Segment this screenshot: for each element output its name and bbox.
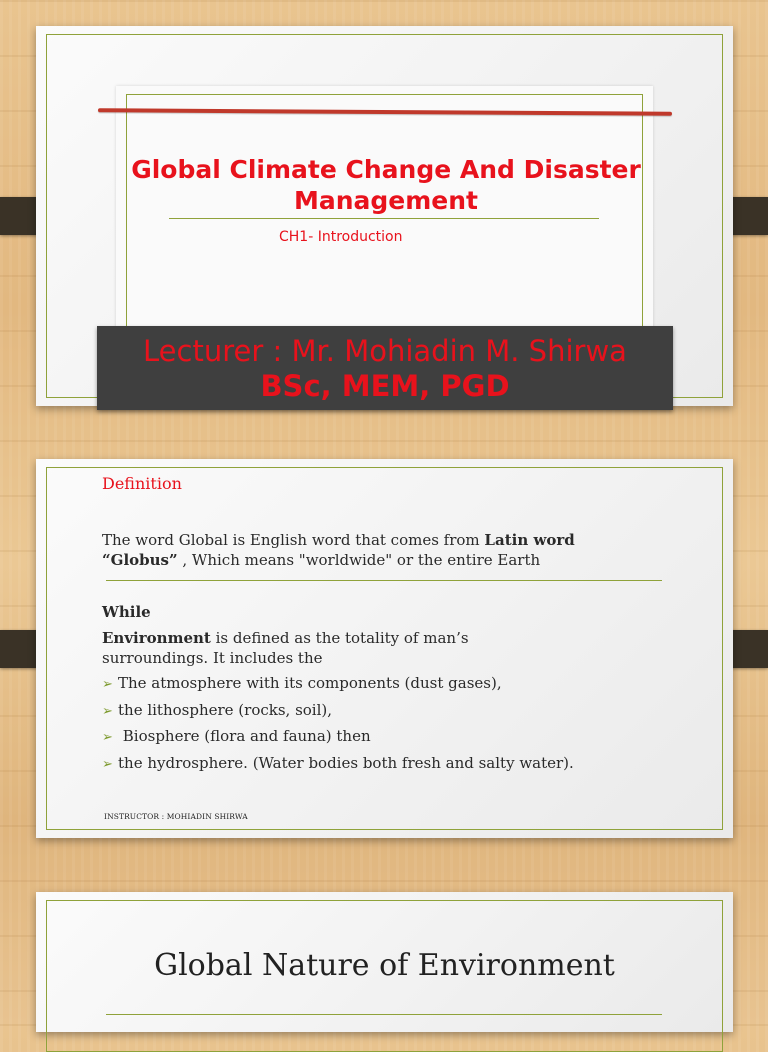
list-item: ➢ The atmosphere with its components (dust gases), xyxy=(102,673,574,700)
list-item: ➢ Biosphere (flora and fauna) then xyxy=(102,726,574,753)
section-divider xyxy=(106,1014,662,1015)
lecturer-box xyxy=(97,326,673,410)
presentation-title: Global Climate Change And Disaster Management xyxy=(131,155,641,215)
slide-global-nature xyxy=(36,892,733,1032)
section-title: Global Nature of Environment xyxy=(154,948,615,983)
list-item: ➢ the hydrosphere. (Water bodies both fresh and salty water). xyxy=(102,753,574,780)
arrow-bullet-icon: ➢ xyxy=(102,677,113,692)
definition-heading: Definition xyxy=(102,474,182,493)
title-divider xyxy=(169,218,599,219)
global-definition: The word Global is English word that comes from Latin word “Globus” , Which means "worldwide" or the entire Earth xyxy=(102,531,575,569)
arrow-bullet-icon: ➢ xyxy=(102,756,113,772)
slide-title xyxy=(36,26,733,406)
definition-divider xyxy=(106,580,662,581)
arrow-bullet-icon: ➢ xyxy=(102,730,113,745)
arrow-bullet-icon: ➢ xyxy=(102,703,113,719)
chapter-subtitle: CH1- Introduction xyxy=(279,229,403,245)
slide-definition xyxy=(36,459,733,838)
lecturer-name: Lecturer : Mr. Mohiadin M. Shirwa xyxy=(143,334,627,368)
lecturer-degrees: BSc, MEM, PGD xyxy=(260,369,510,403)
instructor-footer: INSTRUCTOR : MOHIADIN SHIRWA xyxy=(104,812,248,821)
while-label: While xyxy=(102,603,151,621)
list-item: ➢ the lithosphere (rocks, soil), xyxy=(102,700,574,727)
environment-definition: Environment is defined as the totality of man’s surroundings. It includes the xyxy=(102,629,469,667)
environment-list xyxy=(102,673,574,779)
